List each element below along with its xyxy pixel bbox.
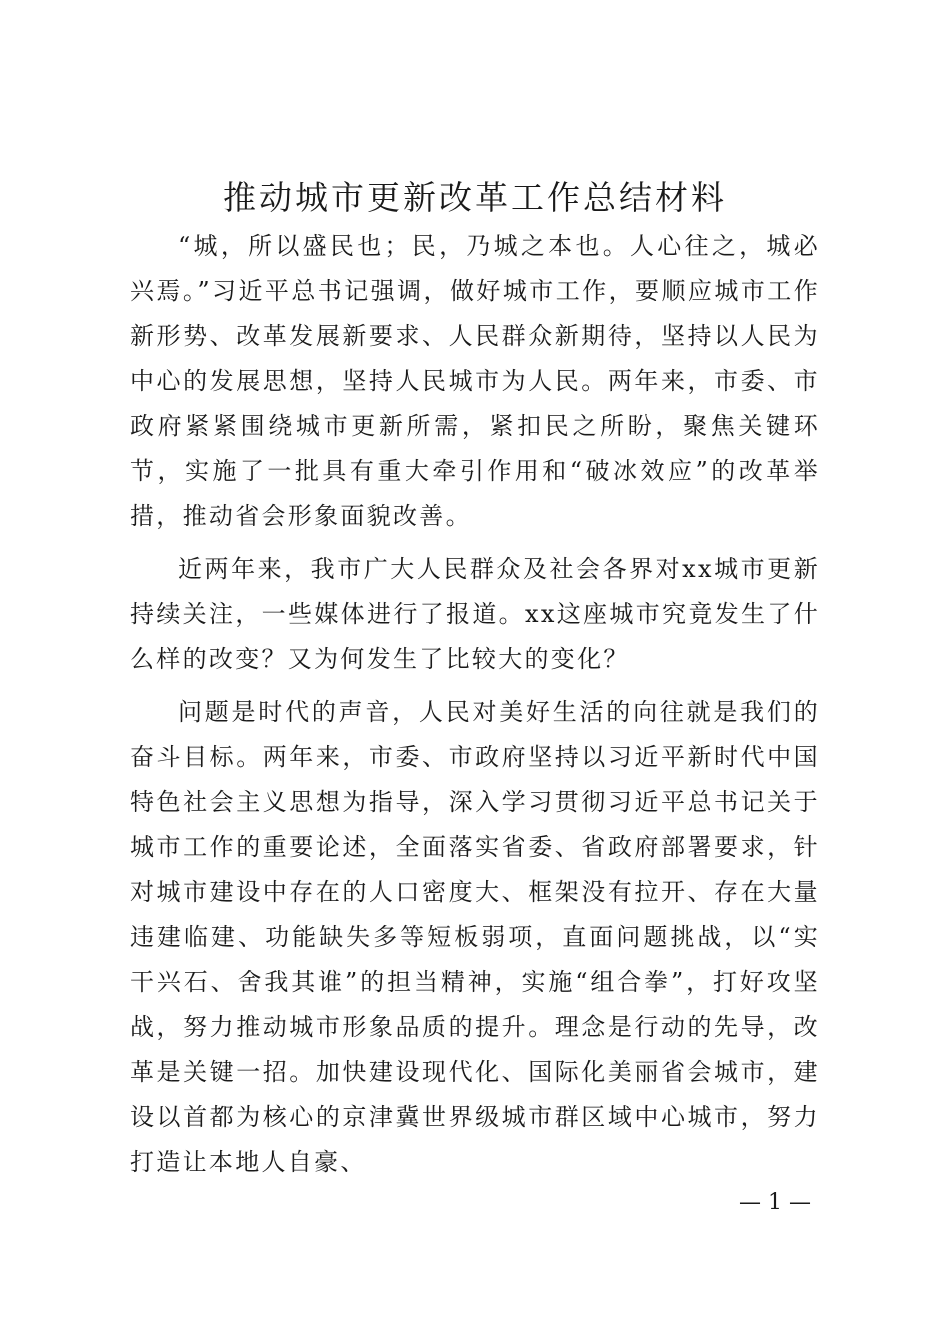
document-body xyxy=(130,224,820,1185)
paragraph-2: 近两年来，我市广大人民群众及社会各界对xx城市更新持续关注，一些媒体进行了报道。xx这座城市究竟发生了什么样的改变？又为何发生了比较大的变化？ xyxy=(130,555,820,673)
page-number: — 1 — xyxy=(739,1190,811,1215)
paragraph-1: “城，所以盛民也；民，乃城之本也。人心往之，城必兴焉。”习近平总书记强调，做好城市工作，要顺应城市工作新形势、改革发展新要求、人民群众新期待，坚持以人民为中心的发展思想，坚持人民城市为人民。两年来，市委、市政府紧紧围绕城市更新所需，紧扣民之所盼，聚焦关键环节，实施了一批具有重大牵引作用和“破冰效应”的改革举措，推动省会形象面貌改善。 xyxy=(130,232,820,530)
paragraph-3: 问题是时代的声音，人民对美好生活的向往就是我们的奋斗目标。两年来，市委、市政府坚持以习近平新时代中国特色社会主义思想为指导，深入学习贯彻习近平总书记关于城市工作的重要论述，全面落实省委、省政府部署要求，针对城市建设中存在的人口密度大、框架没有拉开、存在大量违建临建、功能缺失多等短板弱项，直面问题挑战，以“实干兴石、舍我其谁”的担当精神，实施“组合拳”，打好攻坚战，努力推动城市形象品质的提升。理念是行动的先导，改革是关键一招。加快建设现代化、国际化美丽省会城市，建设以首都为核心的京津冀世界级城市群区域中心城市，努力打造让本地人自豪、 xyxy=(130,698,820,1176)
document-title: 推动城市更新改革工作总结材料 xyxy=(223,178,727,217)
